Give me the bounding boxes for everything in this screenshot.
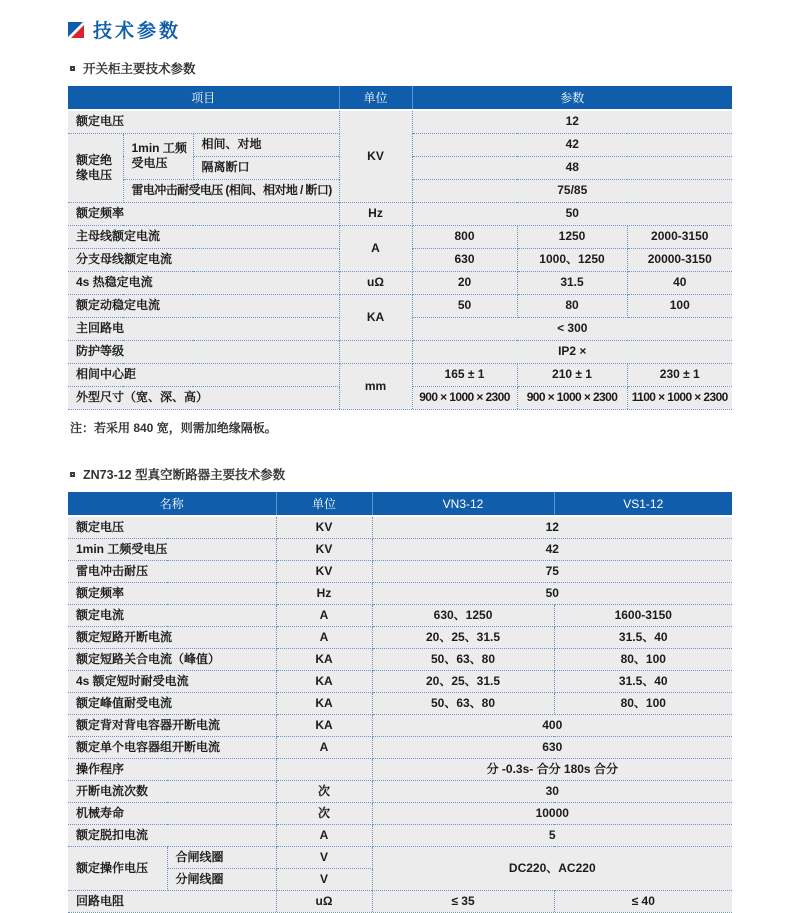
breaker-table-wrap <box>68 492 732 913</box>
table-row <box>68 110 732 133</box>
row-label: 相间中心距 <box>68 363 339 386</box>
value-cell: 630 <box>372 736 732 758</box>
unit-cell: KA <box>276 692 372 714</box>
square-bullet-icon <box>70 66 75 71</box>
table-row <box>68 202 732 225</box>
table-row <box>68 670 732 692</box>
value-cell: 12 <box>412 110 732 133</box>
value-cell: 12 <box>372 516 732 538</box>
column-header-param: 参数 <box>412 86 732 110</box>
table-header-row <box>68 86 732 110</box>
value-cell: 50、63、80 <box>372 648 554 670</box>
unit-cell: uΩ <box>339 271 412 294</box>
unit-cell: KA <box>339 294 412 340</box>
value-cell: 20、25、31.5 <box>372 626 554 648</box>
table-note: 注：若采用 840 宽，则需加绝缘隔板。 <box>70 421 277 435</box>
table-row <box>68 714 732 736</box>
value-cell: 20、25、31.5 <box>372 670 554 692</box>
value-cell: 900 × 1000 × 2300 <box>412 386 517 409</box>
value-cell: 40 <box>627 271 732 294</box>
value-cell: 800 <box>412 225 517 248</box>
value-cell: 75/85 <box>412 179 732 202</box>
unit-cell: V <box>276 868 372 890</box>
value-cell: 20 <box>412 271 517 294</box>
unit-cell: A <box>276 626 372 648</box>
value-cell: 48 <box>412 156 732 179</box>
switchgear-params-table <box>68 86 732 409</box>
value-cell: 630 <box>412 248 517 271</box>
row-label: 防护等级 <box>68 340 339 363</box>
row-sub-label: 合闸线圈 <box>167 846 276 868</box>
table-row <box>68 560 732 582</box>
page-title-row <box>68 16 732 43</box>
value-cell: 10000 <box>372 802 732 824</box>
value-cell: 1600-3150 <box>554 604 732 626</box>
value-cell: 2000-3150 <box>627 225 732 248</box>
value-cell: 31.5、40 <box>554 626 732 648</box>
unit-cell: Hz <box>276 582 372 604</box>
row-label: 分支母线额定电流 <box>68 248 339 271</box>
row-label: 外型尺寸（宽、深、高） <box>68 386 339 409</box>
row-label: 额定脱扣电流 <box>68 824 276 846</box>
value-cell: ≤ 40 <box>554 890 732 912</box>
value-cell: 75 <box>372 560 732 582</box>
value-cell: 30 <box>372 780 732 802</box>
row-label: 相间、对地 <box>193 133 339 156</box>
value-cell: 630、1250 <box>372 604 554 626</box>
column-header-item: 项目 <box>68 86 339 110</box>
row-label: 雷电冲击耐受电压 (相间、相对地 / 断口) <box>123 179 339 202</box>
row-label: 雷电冲击耐压 <box>68 560 276 582</box>
row-label: 额定单个电容器组开断电流 <box>68 736 276 758</box>
page-title: 技术参数 <box>93 21 182 42</box>
row-label: 隔离断口 <box>193 156 339 179</box>
value-cell: 20000-3150 <box>627 248 732 271</box>
table-row <box>68 582 732 604</box>
unit-cell: uΩ <box>276 890 372 912</box>
unit-cell: KV <box>276 516 372 538</box>
value-cell: 80、100 <box>554 648 732 670</box>
unit-cell: mm <box>339 363 412 409</box>
unit-cell: KV <box>339 110 412 202</box>
table-row <box>68 538 732 560</box>
table-row <box>68 890 732 912</box>
value-cell: 31.5、40 <box>554 670 732 692</box>
unit-cell: A <box>339 225 412 271</box>
unit-cell: KV <box>276 538 372 560</box>
row-sub-label: 1min 工频受电压 <box>123 133 193 179</box>
section1-heading-row <box>70 59 732 77</box>
row-label: 额定电压 <box>68 110 339 133</box>
value-cell: 900 × 1000 × 2300 <box>517 386 627 409</box>
value-cell: 1250 <box>517 225 627 248</box>
table-row <box>68 225 732 248</box>
row-label: 额定短路关合电流（峰值） <box>68 648 276 670</box>
section2-heading-row <box>70 465 732 483</box>
unit-cell: KA <box>276 648 372 670</box>
switchgear-table-wrap <box>68 86 732 410</box>
row-group-label: 额定绝缘电压 <box>68 133 123 202</box>
value-cell: 分 -0.3s- 合分 180s 合分 <box>372 758 732 780</box>
value-cell: 42 <box>412 133 732 156</box>
value-cell: 80、100 <box>554 692 732 714</box>
value-cell: 165 ± 1 <box>412 363 517 386</box>
column-header-unit: 单位 <box>276 492 372 516</box>
unit-cell: A <box>276 736 372 758</box>
table-row <box>68 340 732 363</box>
value-cell: 1000、1250 <box>517 248 627 271</box>
value-cell: 1100 × 1000 × 2300 <box>627 386 732 409</box>
row-label: 额定短路开断电流 <box>68 626 276 648</box>
value-cell: 31.5 <box>517 271 627 294</box>
table-row <box>68 516 732 538</box>
column-header-name: 名称 <box>68 492 276 516</box>
table-header-row <box>68 492 732 516</box>
column-header-unit: 单位 <box>339 86 412 110</box>
row-label: 机械寿命 <box>68 802 276 824</box>
value-cell: 50 <box>412 202 732 225</box>
value-cell: ≤ 35 <box>372 890 554 912</box>
value-cell: 5 <box>372 824 732 846</box>
row-label: 回路电阻 <box>68 890 276 912</box>
row-label: 4s 热稳定电流 <box>68 271 339 294</box>
table-row <box>68 648 732 670</box>
unit-cell-empty <box>339 340 412 363</box>
table-row <box>68 780 732 802</box>
breaker-params-table <box>68 492 732 912</box>
value-cell: 100 <box>627 294 732 317</box>
unit-cell: 次 <box>276 780 372 802</box>
value-cell: < 300 <box>412 317 732 340</box>
row-label: 额定电流 <box>68 604 276 626</box>
row-label: 额定频率 <box>68 202 339 225</box>
unit-cell: KA <box>276 670 372 692</box>
unit-cell: 次 <box>276 802 372 824</box>
table-row <box>68 626 732 648</box>
unit-cell: A <box>276 604 372 626</box>
section1-heading: 开关柜主要技术参数 <box>83 62 196 76</box>
split-square-icon <box>68 22 84 38</box>
unit-cell: KV <box>276 560 372 582</box>
value-cell: 400 <box>372 714 732 736</box>
column-header-vn3: VN3-12 <box>372 492 554 516</box>
table-row <box>68 736 732 758</box>
value-cell: 50 <box>372 582 732 604</box>
value-cell: IP2 × <box>412 340 732 363</box>
unit-cell: A <box>276 824 372 846</box>
value-cell: DC220、AC220 <box>372 846 732 890</box>
row-label: 主回路电 <box>68 317 339 340</box>
unit-cell: Hz <box>339 202 412 225</box>
value-cell: 50 <box>412 294 517 317</box>
table-row <box>68 604 732 626</box>
value-cell: 50、63、80 <box>372 692 554 714</box>
unit-cell-empty <box>276 758 372 780</box>
table-row <box>68 692 732 714</box>
table-row <box>68 363 732 386</box>
row-label: 1min 工频受电压 <box>68 538 276 560</box>
row-group-label: 额定操作电压 <box>68 846 167 890</box>
unit-cell: V <box>276 846 372 868</box>
table-row <box>68 271 732 294</box>
row-label: 额定峰值耐受电流 <box>68 692 276 714</box>
section2-heading: ZN73-12 型真空断路器主要技术参数 <box>83 468 286 482</box>
row-sub-label: 分闸线圈 <box>167 868 276 890</box>
value-cell: 80 <box>517 294 627 317</box>
row-label: 额定频率 <box>68 582 276 604</box>
row-label: 操作程序 <box>68 758 276 780</box>
value-cell: 210 ± 1 <box>517 363 627 386</box>
table-row <box>68 824 732 846</box>
row-label: 开断电流次数 <box>68 780 276 802</box>
unit-cell: KA <box>276 714 372 736</box>
value-cell: 230 ± 1 <box>627 363 732 386</box>
row-label: 主母线额定电流 <box>68 225 339 248</box>
row-label: 额定动稳定电流 <box>68 294 339 317</box>
column-header-vs1: VS1-12 <box>554 492 732 516</box>
row-label: 额定背对背电容器开断电流 <box>68 714 276 736</box>
table-row <box>68 758 732 780</box>
value-cell: 42 <box>372 538 732 560</box>
row-label: 4s 额定短时耐受电流 <box>68 670 276 692</box>
table-row <box>68 846 732 868</box>
table-row <box>68 802 732 824</box>
square-bullet-icon <box>70 472 75 477</box>
table-row <box>68 294 732 317</box>
row-label: 额定电压 <box>68 516 276 538</box>
